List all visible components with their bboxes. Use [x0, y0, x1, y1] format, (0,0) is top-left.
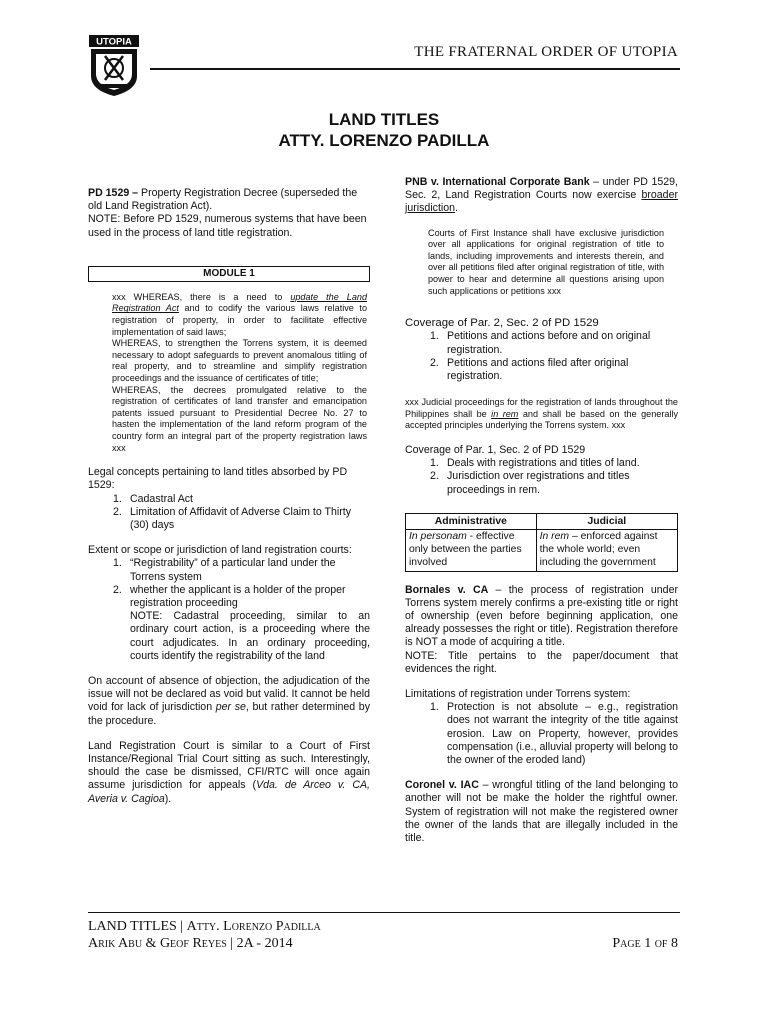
list-number: 2. — [430, 356, 439, 369]
list-number: 2. — [113, 583, 122, 596]
list-text: Petitions and actions before and on original registration. — [447, 330, 651, 356]
cell-judicial — [536, 529, 677, 571]
pd1529-text: Property Registration Decree (superseded the old Land Registration Act). — [88, 187, 358, 213]
left-column — [88, 187, 370, 806]
pnb-b: . — [455, 202, 458, 215]
lrc-a: Land Registration Court is similar to a Court of First Instance/Regional Trial Court sitting as such. Interestingly, should the case be dismissed, CFI/RTC will once again assume jurisdiction for appeals ( — [88, 739, 370, 792]
legal-concepts-heading: Legal concepts pertaining to land titles absorbed by PD 1529: — [88, 466, 348, 492]
pd1529-label: PD 1529 – — [88, 187, 139, 199]
list-number: 2. — [430, 470, 439, 483]
whereas-3: WHEREAS, the decrees promulgated relative to the registration of certificates of land transfer and emancipation patents issued pursuant to Presidential Decree No. 27 to hasten the implementation of the land reform program of the country form an integral part of the property registration laws xxx — [112, 384, 367, 453]
list-text: Protection is not absolute – e.g., registration does not warrant the integrity of the title against erosion. Law on Property, however, provides compensation (i.e., alluvial property will belong to the owner of the eroded land) — [447, 701, 678, 767]
absence-italic: per se — [215, 701, 246, 714]
coverage2-heading: Coverage of Par. 2, Sec. 2 of PD 1529 — [405, 317, 599, 330]
list-text: Deals with registrations and titles of land. — [447, 457, 640, 470]
absence-a: On account of absence of objection, the adjudication of the issue will not be declared as void but valid. It cannot be held void for lack of jurisdiction — [88, 674, 370, 714]
bornales-case: Bornales v. CA — [405, 583, 489, 596]
lrc-b: ). — [164, 792, 172, 805]
whereas-1 — [112, 292, 367, 338]
bornales-text: – the process of registration under Torrens system merely confirms a pre-existing title or right of ownership (even before beginning application, one already possesses the right or title). Registration therefore is NOT a mode of acquiring a title. — [405, 583, 678, 649]
lrc-paragraph — [88, 740, 370, 806]
footer-rule — [88, 912, 680, 913]
in-rem-term: in rem — [491, 408, 519, 419]
list-text: Petitions and actions filed after original registration. — [447, 356, 629, 382]
list-text: Limitation of Affidavit of Adverse Claim to Thirty (30) days — [130, 505, 351, 531]
table-row — [406, 529, 678, 571]
lrc-citation: Vda. de Arceo v. CA, Averia v. Cagioa — [88, 779, 370, 805]
coverage1-list — [405, 457, 678, 497]
coverage1-heading: Coverage of Par. 1, Sec. 2 of PD 1529 — [405, 443, 586, 456]
title-line-2: ATTY. LORENZO PADILLA — [278, 131, 490, 150]
admin-text: - effective only between the parties involved — [409, 530, 522, 569]
extent-heading: Extent or scope or jurisdiction of land registration courts: — [88, 544, 352, 557]
list-number: 1. — [430, 457, 439, 470]
header-rule — [150, 68, 680, 70]
in-rem-quote — [405, 397, 678, 432]
judicial-text: – enforced against the whole world; even including the government — [539, 530, 658, 569]
module-heading: MODULE 1 — [88, 266, 370, 282]
whereas-clauses — [112, 292, 367, 454]
list-item — [88, 506, 370, 532]
footer-professor: Atty. Lorenzo Padilla — [186, 919, 321, 934]
coverage2-list — [405, 330, 678, 383]
limitations-heading: Limitations of registration under Torrens system: — [405, 688, 631, 701]
footer-course: LAND TITLES | — [88, 919, 187, 934]
judicial-term: In rem — [539, 530, 570, 542]
pnb-underlined: broader jurisdiction — [405, 189, 678, 215]
list-item — [405, 701, 678, 767]
absence-paragraph — [88, 675, 370, 728]
admin-vs-judicial-table — [405, 513, 678, 572]
bornales-paragraph — [405, 584, 678, 650]
coronel-text: – wrongful titling of the land belonging to another will not be make the holder the rightful owner. System of registration will not make the registered owner the owner of the lands that are illegally included in the title. — [405, 779, 678, 845]
coronel-paragraph — [405, 779, 678, 845]
whereas-2: WHEREAS, to strengthen the Torrens system, it is deemed necessary to adopt safeguards to prevent anomalous titling of real property, and to streamline and simplify registration proceedings and the issuance of certificates of title; — [112, 338, 367, 383]
list-number: 1. — [430, 330, 439, 343]
list-number: 1. — [113, 557, 122, 570]
cell-administrative — [406, 529, 537, 571]
legal-concepts-list — [88, 493, 370, 533]
footer-page-number: Page 1 of 8 — [612, 936, 678, 951]
limitations-list — [405, 701, 678, 767]
header-title: THE FRATERNAL ORDER OF UTOPIA — [414, 44, 678, 60]
list-item — [405, 470, 678, 496]
pnb-case: PNB v. International Corporate Bank — [405, 176, 590, 188]
list-number: 2. — [113, 505, 122, 518]
footer-line-1 — [88, 919, 321, 935]
extent-list — [88, 557, 370, 663]
list-text: whether the applicant is a holder of the proper registration proceeding — [130, 583, 346, 609]
right-column — [405, 176, 678, 845]
header-judicial: Judicial — [536, 513, 677, 529]
list-item — [88, 557, 370, 583]
pnb-a: – under PD 1529, Sec. 2, Land Registration Courts now exercise — [405, 176, 678, 202]
in-rem-a: xxx Judicial proceedings for the registration of lands throughout the Philippines shall be — [405, 397, 678, 419]
logo-text: UTOPIA — [96, 36, 132, 48]
list-item — [88, 493, 370, 506]
list-item — [88, 584, 370, 663]
list-text: Jurisdiction over registrations and titles proceedings in rem. — [447, 470, 630, 496]
header-administrative: Administrative — [406, 513, 537, 529]
document-title — [0, 109, 768, 151]
list-item — [405, 357, 678, 383]
list-number: 1. — [113, 492, 122, 505]
pd1529-note: NOTE: Before PD 1529, numerous systems that have been used in the process of land title registration. — [88, 213, 367, 239]
admin-term: In personam — [409, 530, 467, 542]
bornales-note: NOTE: Title pertains to the paper/document that evidences the right. — [405, 649, 678, 675]
list-number: 1. — [430, 701, 439, 714]
title-line-1: LAND TITLES — [328, 110, 440, 129]
footer-authors: Arik Abu & Geof Reyes | 2A - 2014 — [88, 936, 293, 951]
whereas-1-underlined: update the Land Registration Act — [112, 291, 367, 314]
list-text: “Registrability” of a particular land under the Torrens system — [130, 557, 336, 583]
utopia-logo — [88, 34, 140, 98]
list-item — [405, 330, 678, 356]
cfi-quote: Courts of First Instance shall have exclusive jurisdiction over all applications for original registration of title to lands, including improvements and interests therein, and over all petitions filed after original registration of title, with power to hear and determine all questions arising upon such applications or petitions xxx — [428, 227, 664, 296]
whereas-1-b: and to codify the various laws relative to registration of property, in order to facilitate effective implementation of said laws; — [112, 303, 367, 337]
pd1529-intro — [88, 187, 370, 213]
list-item — [405, 457, 678, 470]
whereas-1-a: xxx WHEREAS, there is a need to — [112, 291, 291, 302]
coronel-case: Coronel v. IAC — [405, 779, 479, 792]
table-header-row — [406, 513, 678, 529]
in-rem-b: and shall be based on the generally accepted principles underlying the Torrens system. xxx — [405, 408, 678, 431]
absence-b: , but rather determined by the procedure. — [88, 701, 370, 727]
pnb-paragraph — [405, 176, 678, 216]
extent-note: NOTE: Cadastral proceeding, similar to an ordinary court action, is a proceeding where the court adjudicates. In an ordinary proceeding, courts identify the registrability of the land — [130, 610, 370, 662]
list-text: Cadastral Act — [130, 492, 194, 505]
